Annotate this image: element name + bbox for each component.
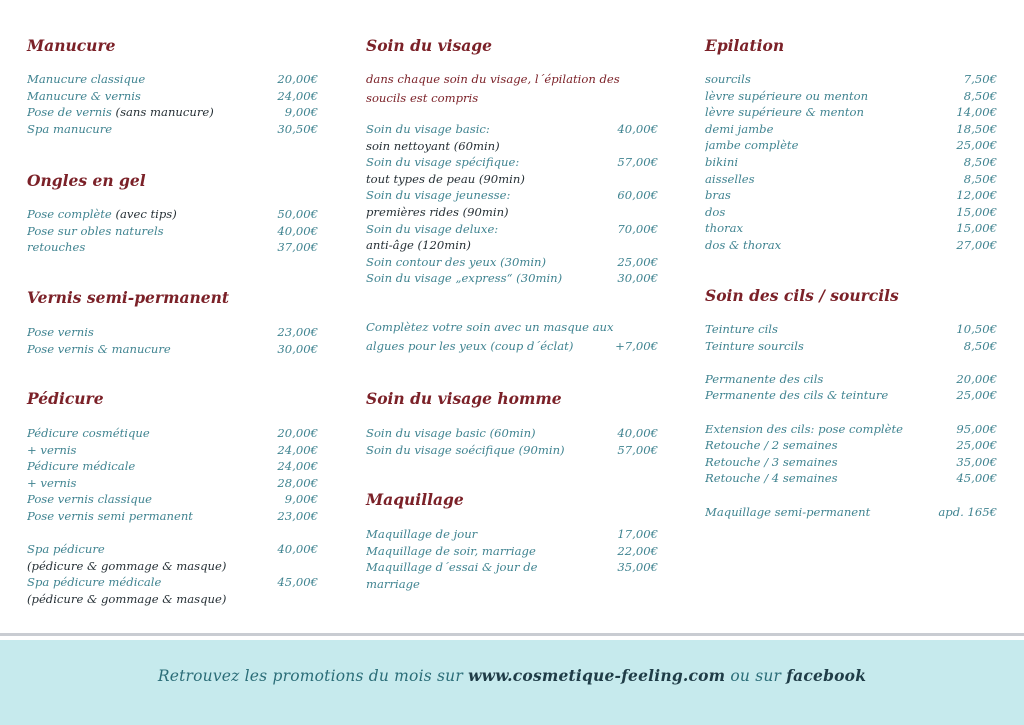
- section-soin-visage-homme: [366, 390, 658, 408]
- item-price: 15,00€: [956, 221, 997, 236]
- menu-item: [27, 341, 318, 358]
- item-name: dos: [705, 204, 726, 219]
- menu-item: [27, 223, 318, 240]
- item-price: 8,50€: [963, 154, 997, 169]
- item-price: 17,00€: [617, 527, 658, 541]
- menu-item: [705, 454, 997, 471]
- item-name: jambe complète: [705, 138, 799, 153]
- menu-item: [705, 421, 997, 438]
- section-title: Vernis semi-permanent: [27, 288, 230, 307]
- item-name: Soin du visage deluxe:: [366, 221, 499, 236]
- item-price: 14,00€: [956, 105, 997, 120]
- section-title: Pédicure: [27, 389, 104, 408]
- epilation-list: [705, 71, 997, 254]
- item-name: Permanente des cils & teinture: [705, 388, 889, 403]
- item-name: bikini: [705, 154, 739, 169]
- item-name: dos & thorax: [705, 237, 782, 252]
- menu-item-detail: [366, 237, 658, 254]
- item-price: 28,00€: [277, 475, 318, 490]
- item-name: Manucure classique: [27, 72, 146, 86]
- item-name: sourcils: [705, 72, 751, 86]
- website-link[interactable]: www.cosmetique-feeling.com: [468, 666, 726, 685]
- item-price: 24,00€: [277, 442, 318, 457]
- item-price: 25,00€: [617, 254, 658, 269]
- item-price: 95,00€: [956, 421, 997, 436]
- item-name: + vernis: [27, 442, 77, 457]
- item-name: premières rides (90min): [366, 204, 509, 219]
- menu-item: [705, 187, 997, 204]
- item-name: Pédicure médicale: [27, 459, 136, 474]
- menu-item: [27, 121, 318, 138]
- pedicure-list: [27, 425, 318, 608]
- section-epilation: [705, 37, 997, 55]
- item-name: + vernis: [27, 475, 77, 490]
- item-name: Pose vernis classique: [27, 492, 153, 507]
- menu-item: [705, 321, 997, 338]
- section-title: Epilation: [705, 36, 785, 55]
- menu-item: [27, 324, 318, 341]
- menu-item-detail: [366, 171, 658, 188]
- item-name: (pédicure & gommage & masque): [27, 558, 227, 573]
- visage-list: [366, 121, 658, 287]
- item-name: Soin du visage soécifique (90min): [366, 442, 565, 457]
- menu-item: [705, 470, 997, 487]
- item-price: 35,00€: [617, 560, 658, 575]
- menu-item-detail: [366, 138, 658, 155]
- item-price: 27,00€: [956, 237, 997, 252]
- menu-item: [366, 543, 658, 560]
- item-price: 15,00€: [956, 204, 997, 219]
- extra-line: [366, 318, 658, 337]
- item-name: retouches: [27, 240, 86, 255]
- item-price: 35,00€: [956, 454, 997, 469]
- item-price: 9,00€: [284, 492, 318, 507]
- item-name: lèvre supérieure & menton: [705, 105, 865, 120]
- menu-item: [705, 137, 997, 154]
- cils-list: [705, 321, 997, 520]
- menu-item: [366, 154, 658, 171]
- menu-item: [366, 254, 658, 271]
- item-price: 25,00€: [956, 438, 997, 453]
- section-ongles-gel: [27, 172, 318, 190]
- item-name: Pose vernis semi permanent: [27, 508, 193, 523]
- menu-item: [27, 88, 318, 105]
- item-name: lèvre supérieure ou menton: [705, 88, 869, 103]
- item-name: Soin contour des yeux (30min): [366, 254, 547, 269]
- menu-item: [705, 504, 997, 521]
- menu-item: [705, 88, 997, 105]
- vernis-list: [27, 324, 318, 357]
- note-line: soucils est compris: [366, 91, 479, 105]
- extra-text: Complètez votre soin avec un masque aux: [366, 320, 614, 334]
- maquillage-list: [366, 526, 658, 592]
- section-vernis-semi-permanent: [27, 289, 318, 307]
- item-name: Extension des cils: pose complète: [705, 421, 904, 436]
- note-line: dans chaque soin du visage, l´épilation des: [366, 72, 620, 86]
- item-name: Spa pédicure: [27, 542, 105, 557]
- item-name: Spa pédicure médicale: [27, 575, 162, 590]
- item-price: 23,00€: [277, 325, 318, 339]
- item-price: 57,00€: [617, 155, 658, 170]
- menu-item: [27, 104, 318, 121]
- section-title: Soin du visage: [366, 36, 492, 55]
- menu-item: [27, 475, 318, 492]
- item-name: Retouche / 2 semaines: [705, 438, 838, 453]
- item-price: 30,00€: [277, 341, 318, 356]
- item-price: 25,00€: [956, 388, 997, 403]
- item-name: Retouche / 4 semaines: [705, 471, 838, 486]
- item-name: Teinture cils: [705, 322, 778, 336]
- menu-item-detail: [366, 204, 658, 221]
- footer-text: [158, 666, 866, 685]
- menu-item: [705, 204, 997, 221]
- menu-item: [366, 442, 658, 459]
- menu-item: [27, 71, 318, 88]
- item-price: 24,00€: [277, 459, 318, 474]
- menu-item: [705, 171, 997, 188]
- menu-item: [27, 508, 318, 525]
- item-name: Soin du visage basic (60min): [366, 426, 536, 440]
- item-price: 60,00€: [617, 188, 658, 203]
- item-name: Soin du visage jeunesse:: [366, 188, 511, 203]
- section-title: Soin des cils / sourcils: [705, 286, 899, 305]
- section-title: Maquillage: [366, 490, 464, 509]
- item-price: 22,00€: [617, 543, 658, 558]
- footer-divider: [0, 633, 1024, 636]
- item-price: 8,50€: [963, 171, 997, 186]
- item-name: Permanente des cils: [705, 371, 824, 386]
- menu-item: [366, 526, 658, 543]
- menu-item: [705, 121, 997, 138]
- item-name: (pédicure & gommage & masque): [27, 591, 227, 606]
- menu-item: [705, 437, 997, 454]
- menu-item: [366, 559, 658, 576]
- item-price: 9,00€: [284, 105, 318, 120]
- menu-item: [705, 338, 997, 355]
- menu-item: [705, 237, 997, 254]
- menu-item: [27, 239, 318, 256]
- item-price: 24,00€: [277, 88, 318, 103]
- menu-item: [705, 371, 997, 388]
- item-name: Soin du visage spécifique:: [366, 155, 520, 170]
- item-price: 40,00€: [277, 223, 318, 238]
- menu-item-detail: [27, 591, 318, 608]
- menu-item: [366, 270, 658, 287]
- item-name: Pose vernis & manucure: [27, 341, 171, 356]
- item-price: 57,00€: [617, 442, 658, 457]
- manucure-list: [27, 71, 318, 137]
- item-name: Maquillage semi-permanent: [705, 504, 871, 519]
- item-price: 40,00€: [277, 542, 318, 557]
- item-name: anti-âge (120min): [366, 238, 471, 253]
- item-price: 20,00€: [277, 426, 318, 440]
- spacer: [705, 487, 997, 504]
- menu-item: [27, 574, 318, 591]
- item-name: Pose vernis: [27, 325, 94, 339]
- item-name-note: (sans manucure): [115, 105, 214, 120]
- item-price: 30,00€: [617, 271, 658, 286]
- item-name: Soin du visage „express“ (30min): [366, 271, 563, 286]
- item-name: Pédicure cosmétique: [27, 426, 150, 440]
- item-price: 20,00€: [277, 72, 318, 86]
- item-price: 23,00€: [277, 508, 318, 523]
- spacer: [27, 525, 318, 542]
- item-price: 10,50€: [956, 322, 997, 336]
- section-soin-visage: [366, 37, 658, 55]
- item-name: demi jambe: [705, 121, 774, 136]
- facebook-link[interactable]: facebook: [786, 666, 867, 685]
- ongles-list: [27, 206, 318, 256]
- homme-list: [366, 425, 658, 458]
- item-name: [27, 104, 279, 121]
- menu-item: [27, 425, 318, 442]
- extra-price: +7,00€: [615, 339, 658, 353]
- footer-banner: [0, 640, 1024, 725]
- item-price: 37,00€: [277, 240, 318, 255]
- section-manucure: [27, 37, 318, 55]
- menu-item: [27, 458, 318, 475]
- menu-item: [27, 442, 318, 459]
- section-soin-cils: [705, 287, 997, 305]
- menu-item: [27, 206, 318, 223]
- item-name: Pose sur obles naturels: [27, 223, 164, 238]
- visage-note: [366, 70, 658, 108]
- menu-item: [705, 154, 997, 171]
- menu-item: [366, 576, 658, 593]
- item-name: Soin du visage basic:: [366, 122, 490, 136]
- item-price: 40,00€: [617, 426, 658, 440]
- item-name: Manucure & vernis: [27, 88, 141, 103]
- item-price: 30,50€: [277, 121, 318, 136]
- item-name: Retouche / 3 semaines: [705, 454, 838, 469]
- footer-text-before: Retrouvez les promotions du mois sur: [157, 667, 469, 685]
- item-price: 12,00€: [956, 188, 997, 203]
- item-name: marriage: [366, 576, 420, 591]
- footer-text-middle: ou sur: [725, 667, 787, 685]
- item-name: aisselles: [705, 171, 755, 186]
- item-price: 50,00€: [277, 207, 318, 221]
- item-name: Spa manucure: [27, 121, 113, 136]
- menu-item: [705, 71, 997, 88]
- item-price: 20,00€: [956, 371, 997, 386]
- item-name: Maquillage de jour: [366, 527, 478, 541]
- extra-line: [366, 337, 658, 356]
- item-name: [27, 206, 271, 223]
- item-name: Maquillage d´essai & jour de: [366, 560, 538, 575]
- menu-item-detail: [27, 558, 318, 575]
- item-price: 45,00€: [956, 471, 997, 486]
- item-price: 25,00€: [956, 138, 997, 153]
- item-price: 8,50€: [963, 338, 997, 353]
- section-title: Soin du visage homme: [366, 389, 562, 408]
- menu-item: [705, 220, 997, 237]
- spacer: [705, 404, 997, 421]
- spacer: [705, 354, 997, 371]
- item-price: 40,00€: [617, 122, 658, 136]
- item-name-note: (avec tips): [115, 207, 177, 221]
- item-price: 18,50€: [956, 121, 997, 136]
- item-price: 70,00€: [617, 221, 658, 236]
- item-price: apd. 165€: [938, 504, 997, 519]
- item-price: 45,00€: [277, 575, 318, 590]
- menu-item: [705, 104, 997, 121]
- menu-item: [366, 121, 658, 138]
- item-name: bras: [705, 188, 731, 203]
- menu-item: [27, 541, 318, 558]
- menu-item: [705, 387, 997, 404]
- menu-item: [366, 425, 658, 442]
- item-name: Maquillage de soir, marriage: [366, 543, 536, 558]
- visage-extra: [366, 318, 658, 356]
- item-price: 8,50€: [963, 88, 997, 103]
- menu-item: [27, 491, 318, 508]
- item-name: tout types de peau (90min): [366, 171, 525, 186]
- item-name: Teinture sourcils: [705, 338, 804, 353]
- section-maquillage: [366, 491, 658, 509]
- menu-item: [366, 221, 658, 238]
- section-title: Manucure: [27, 36, 116, 55]
- item-name: soin nettoyant (60min): [366, 138, 500, 153]
- section-title: Ongles en gel: [27, 171, 146, 190]
- item-name-main: Pose de vernis: [27, 105, 116, 120]
- section-pedicure: [27, 390, 318, 408]
- extra-text: algues pour les yeux (coup d´éclat): [366, 339, 574, 353]
- menu-item: [366, 187, 658, 204]
- item-price: 7,50€: [963, 72, 997, 86]
- item-name-main: Pose complète: [27, 207, 116, 221]
- item-name: thorax: [705, 221, 744, 236]
